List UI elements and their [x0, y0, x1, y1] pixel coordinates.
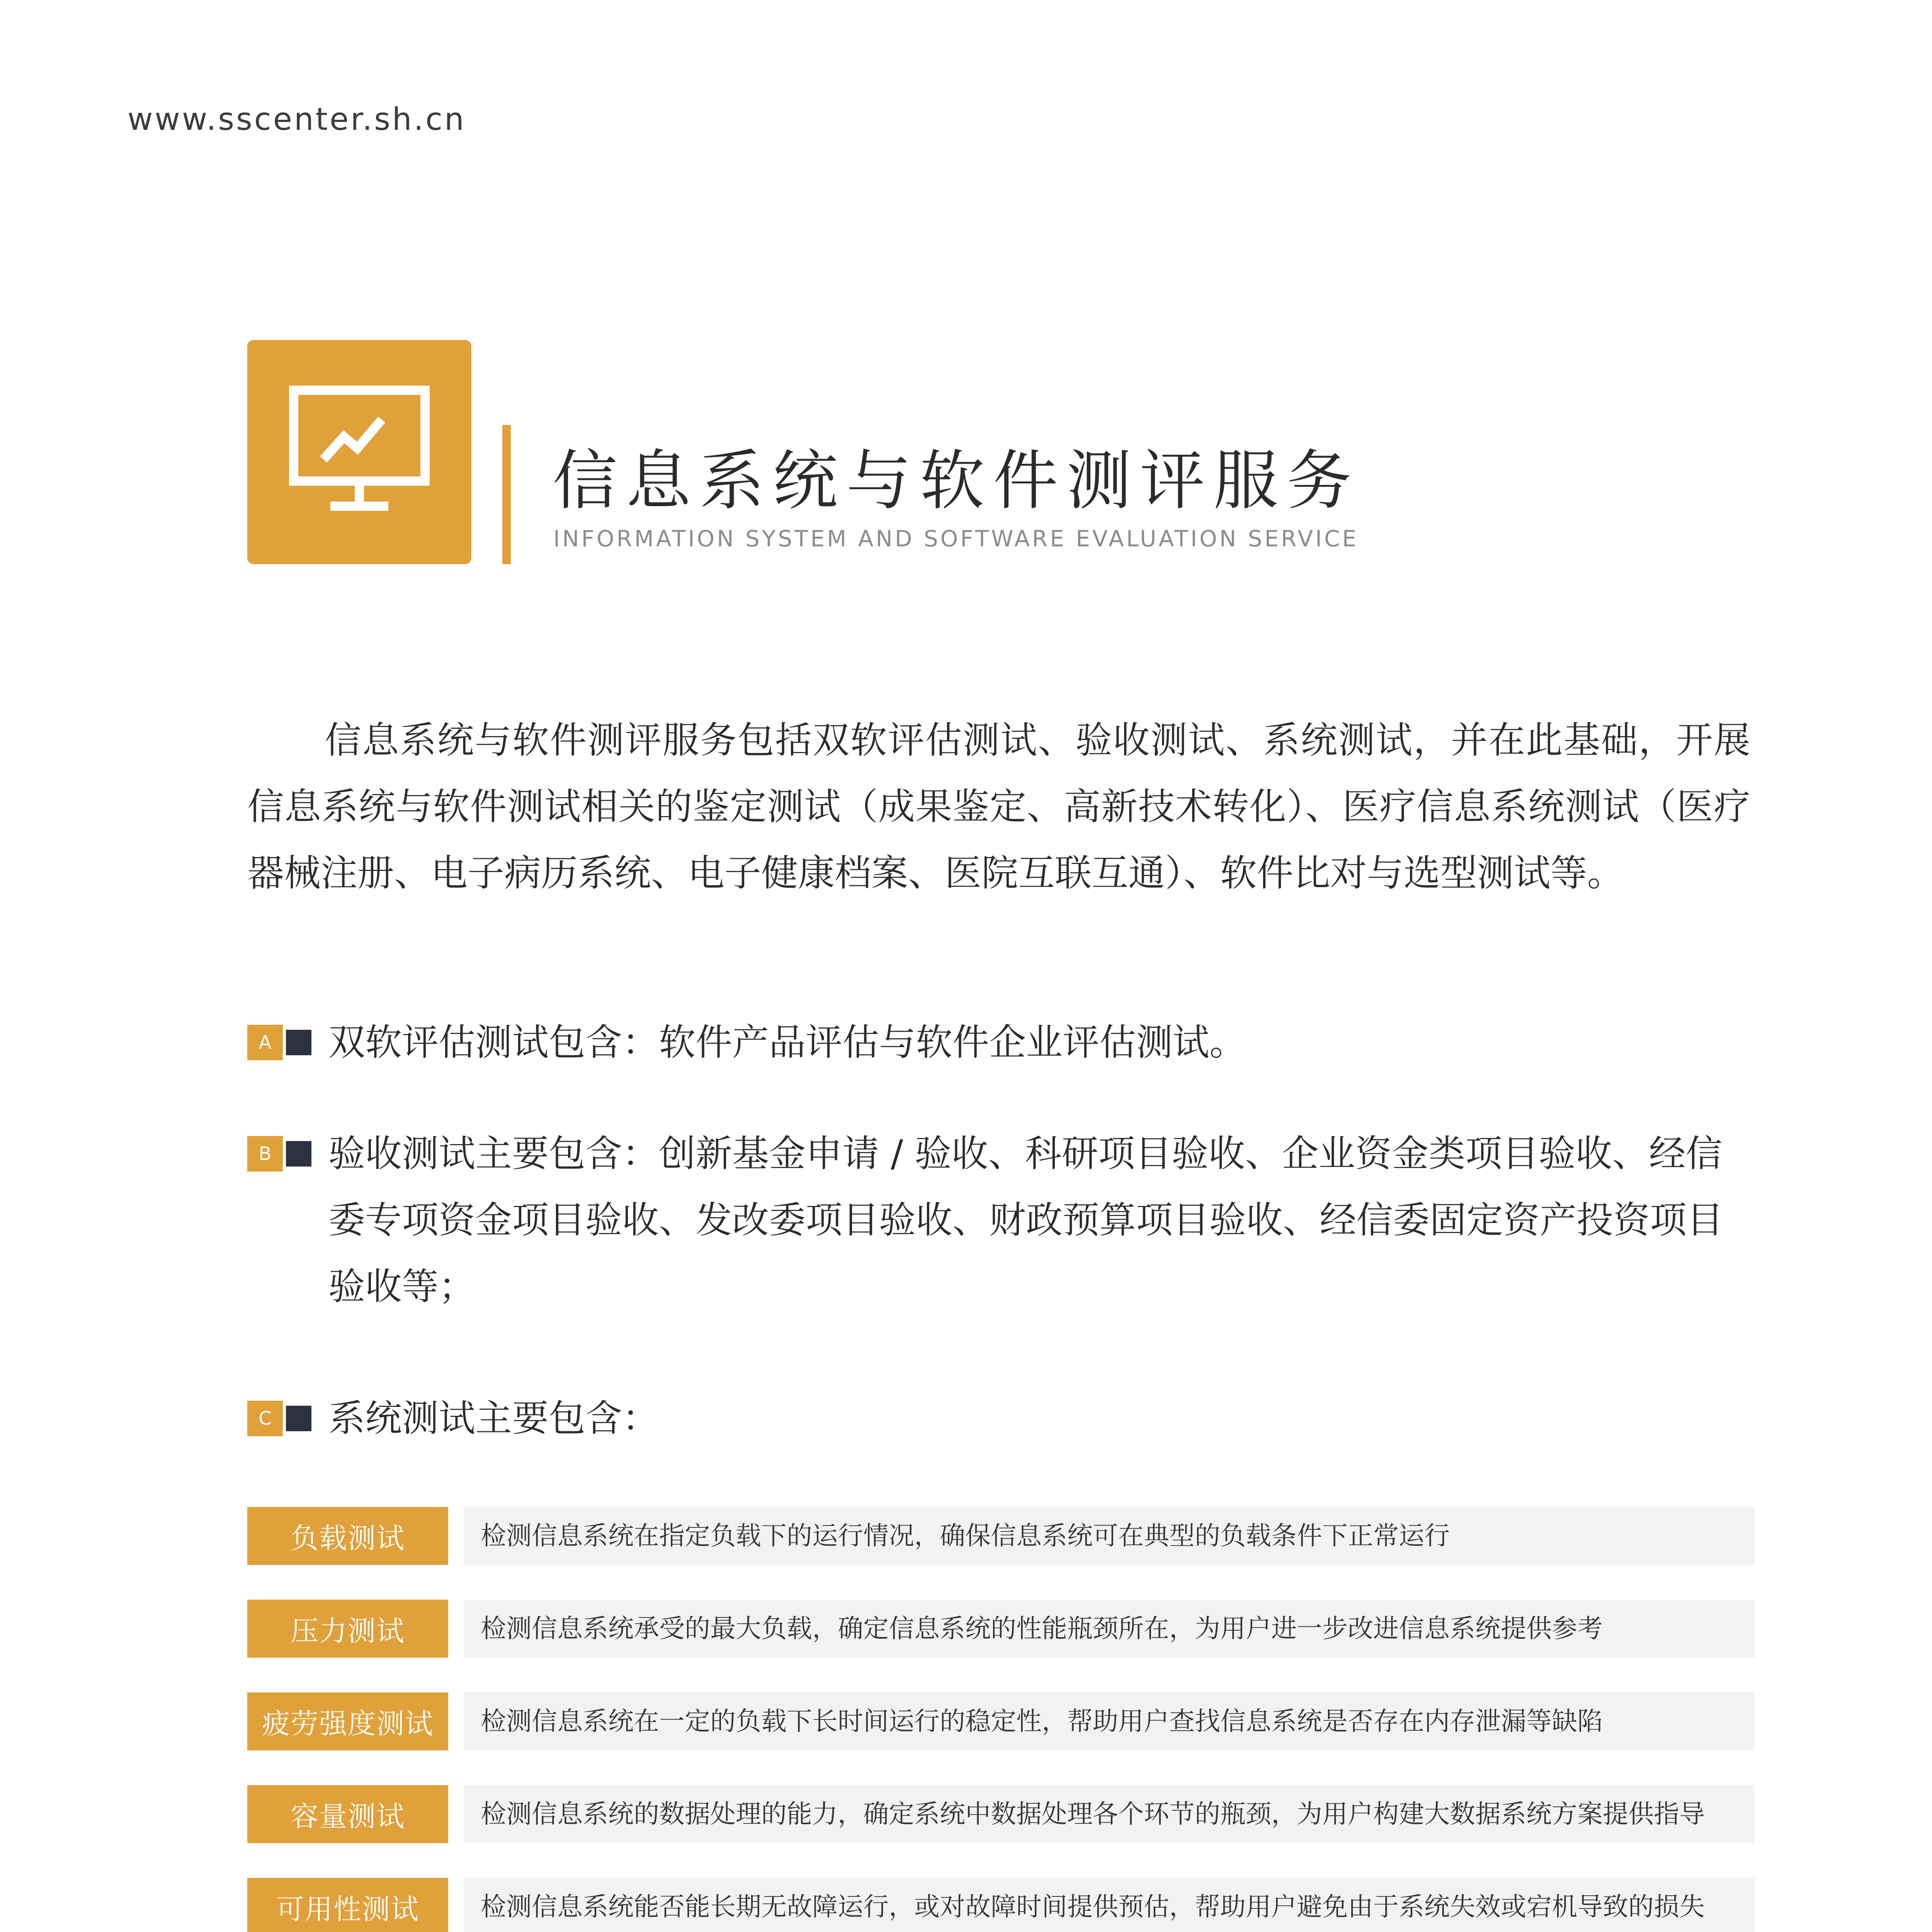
list-item-text: 系统测试主要包含： — [328, 1397, 659, 1440]
test-row-endurance — [247, 1692, 1754, 1750]
test-label: 压力测试 — [247, 1600, 448, 1658]
marker-badge: C — [247, 1401, 283, 1436]
test-label: 疲劳强度测试 — [247, 1692, 448, 1750]
bullet-square — [286, 1406, 311, 1431]
test-row-load — [247, 1507, 1754, 1565]
test-description: 检测信息系统能否能长期无故障运行，或对故障时间提供预估，帮助用户避免由于系统失效或宕机导致的损失 — [464, 1878, 1754, 1932]
test-description: 检测信息系统在一定的负载下长时间运行的稳定性，帮助用户查找信息系统是否存在内存泄漏等缺陷 — [464, 1692, 1754, 1750]
website-url: www.sscenter.sh.cn — [128, 101, 466, 137]
monitor-chart-icon — [247, 340, 471, 564]
test-label: 负载测试 — [247, 1507, 448, 1565]
section-subtitle: INFORMATION SYSTEM AND SOFTWARE EVALUATION SERVICE — [553, 526, 1359, 552]
bullet-square — [286, 1030, 311, 1055]
test-description: 检测信息系统在指定负载下的运行情况，确保信息系统可在典型的负载条件下正常运行 — [464, 1507, 1754, 1565]
intro-paragraph: 信息系统与软件测评服务包括双软评估测试、验收测试、系统测试，并在此基础，开展信息系统与软件测试相关的鉴定测试（成果鉴定、高新技术转化）、医疗信息系统测试（医疗器械注册、电子病历系统、电子健康档案、医院互联互通）、软件比对与选型测试等。 — [247, 719, 1750, 895]
list-item-text: 双软评估测试包含：软件产品评估与软件企业评估测试。 — [328, 1021, 1247, 1064]
list-item-text: 验收测试主要包含：创新基金申请 / 验收、科研项目验收、企业资金类项目验收、经信委专项资金项目验收、发改委项目验收、财政预算项目验收、经信委固定资产投资项目验收等； — [328, 1133, 1724, 1308]
title-accent-bar — [502, 425, 511, 564]
marker-badge: A — [247, 1025, 283, 1060]
bullet-square — [286, 1141, 311, 1167]
test-label: 可用性测试 — [247, 1878, 448, 1932]
marker-badge: B — [247, 1136, 283, 1172]
test-row-availability — [247, 1878, 1754, 1932]
test-description: 检测信息系统承受的最大负载，确定信息系统的性能瓶颈所在，为用户进一步改进信息系统提供参考 — [464, 1600, 1754, 1658]
section-title: 信息系统与软件测评服务 — [553, 443, 1360, 519]
test-row-capacity — [247, 1785, 1754, 1843]
test-row-stress — [247, 1600, 1754, 1658]
test-description: 检测信息系统的数据处理的能力，确定系统中数据处理各个环节的瓶颈，为用户构建大数据系统方案提供指导 — [464, 1785, 1754, 1843]
test-label: 容量测试 — [247, 1785, 448, 1843]
